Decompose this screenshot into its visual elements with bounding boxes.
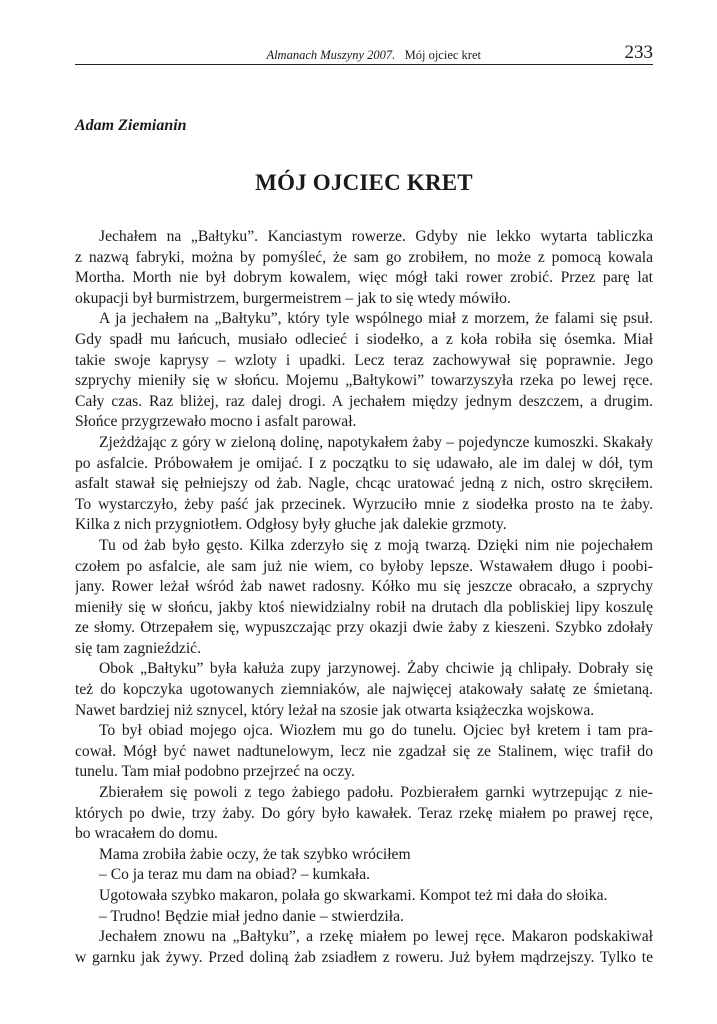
text-line: bo wracałem do domu. bbox=[75, 825, 218, 843]
running-title bbox=[266, 48, 481, 63]
text-line: Mortha. Morth nie był dobrym kowalem, więc mógł taki rower zrobić. Przez parę lat bbox=[75, 269, 653, 287]
text-line: A ja jechałem na „Bałtyku”, który tyle wspólnego miał z morzem, że falami się psuł. bbox=[99, 310, 653, 328]
text-line: takie swoje kaprysy – wzloty i upadki. Lecz teraz zachowywał się poprawnie. Jego bbox=[75, 351, 653, 369]
text-line: tunelu. Tam miał podobno przejrzeć na oczy. bbox=[75, 763, 355, 781]
text-line: Obok „Bałtyku” była kałuża zupy jarzynowej. Żaby chciwie ją chlipały. Dobrały się bbox=[99, 660, 653, 678]
text-line: To był obiad mojego ojca. Wiozłem mu go do tunelu. Ojciec był kretem i tam pra- bbox=[99, 722, 653, 740]
text-line: Jechałem na „Bałtyku”. Kanciastym rowerze. Gdyby nie lekko wytarta tabliczka bbox=[99, 228, 653, 245]
page-number: 233 bbox=[624, 42, 653, 63]
text-line: Nawet bardziej niż sznycel, który leżał na szosie jak otwarta książeczka wojskowa. bbox=[75, 701, 595, 719]
text-line: – Trudno! Będzie miał jedno danie – stwierdziła. bbox=[99, 907, 404, 925]
text-line: Słońce przygrzewało mocno i asfalt parował. bbox=[75, 413, 357, 431]
running-head bbox=[75, 44, 653, 64]
text-line: szprychy mieniły się w słońcu. Mojemu „Bałtykowi” towarzyszyła rzeka po lewej ręce. bbox=[75, 372, 653, 390]
text-line: w garnku jak żywy. Przed doliną żab zsiadłem z roweru. Już byłem mądrzejszy. Tylko te bbox=[75, 948, 653, 966]
text-line: To wystarczyło, żeby paść jak przecinek. Wyrzuciło mnie z siodełka prosto na te żaby. bbox=[75, 495, 653, 513]
text-line: Ugotowała szybko makaron, polała go skwarkami. Kompot też mi dała do słoika. bbox=[99, 887, 608, 904]
text-line: Tu od żab było gęsto. Kilka zderzyło się z moją twarzą. Dzięki nim nie pojechałem bbox=[99, 536, 653, 554]
text-line: też do kopczyka ugotowanych ziemniaków, ale najwięcej atakowały sałatę ze śmietaną. bbox=[75, 681, 653, 699]
article-title: MÓJ OJCIEC KRET bbox=[255, 170, 473, 195]
text-line: cował. Mógł być nawet nadtunelowym, lecz nie zgadzał się ze Stalinem, więc trafił do bbox=[75, 742, 653, 760]
author-name: Adam Ziemianin bbox=[75, 117, 187, 134]
article-body bbox=[75, 227, 653, 968]
text-line: mieniły się w słońcu, jakby ktoś niewidzialny robił na drutach dla pobliskiej lipy koszulę bbox=[75, 598, 653, 616]
text-line: Zjeżdżając z góry w zieloną dolinę, napotykałem żaby – pojedyncze kumoszki. Skakały bbox=[99, 433, 653, 451]
text-line: asfalt stawał się pełniejszy od żab. Nagle, chcąc uratować jedną z nich, ostro skręciłem. bbox=[75, 475, 653, 493]
text-line: Jechałem znowu na „Bałtyku”, a rzekę miałem po lewej ręce. Makaron podskakiwał bbox=[99, 928, 653, 946]
text-line: czołem po asfalcie, ale sam już nie wiem, co byłoby lepsze. Wstawałem długo i poobi- bbox=[75, 557, 653, 575]
text-line: Zbierałem się powoli z tego żabiego padołu. Pozbierałem garnki wytrzepując z nie- bbox=[99, 784, 653, 802]
text-line: z nazwą fabryki, można by pomyśleć, że sam go zrobiłem, no może z pomocą kowala bbox=[75, 248, 653, 266]
text-line: – Co ja teraz mu dam na obiad? – kumkała. bbox=[99, 866, 371, 884]
text-line: się tam zagnieździć. bbox=[75, 639, 201, 657]
text-line: których po dwie, trzy żaby. Do góry było kawałek. Teraz rzekę miałem po prawej ręce, bbox=[75, 804, 653, 822]
text-line: Kilka z nich przygniotłem. Odgłosy były głuche jak dalekie grzmoty. bbox=[75, 516, 507, 534]
running-article-title: Mój ojciec kret bbox=[404, 48, 481, 62]
text-line: jany. Rower leżał wśród żab nawet radosny. Kółko mu się jeszcze obracało, a szprychy bbox=[75, 578, 653, 596]
header-rule bbox=[75, 64, 653, 65]
text-line: okupacji był burmistrzem, burgermeistrem – jak to się wtedy mówiło. bbox=[75, 289, 511, 307]
text-line: Gdy spadł mu łańcuch, musiało odlecieć i siodełko, a z koła robiła się ósemka. Miał bbox=[75, 330, 653, 348]
text-line: Cały czas. Raz bliżej, raz dalej drogi. A jechałem między jednym deszczem, a drugim. bbox=[75, 392, 653, 410]
text-line: po asfalcie. Próbowałem je omijać. I z początku to się udawało, ale im dalej w dół, tym bbox=[75, 454, 653, 472]
text-line: Mama zrobiła żabie oczy, że tak szybko wróciłem bbox=[99, 845, 411, 863]
journal-name: Almanach Muszyny 2007. bbox=[266, 48, 396, 62]
text-line: ze słomy. Otrzepałem się, wypuszczając przy okazji dwie żaby z kieszeni. Szybko zdołały bbox=[75, 619, 653, 637]
